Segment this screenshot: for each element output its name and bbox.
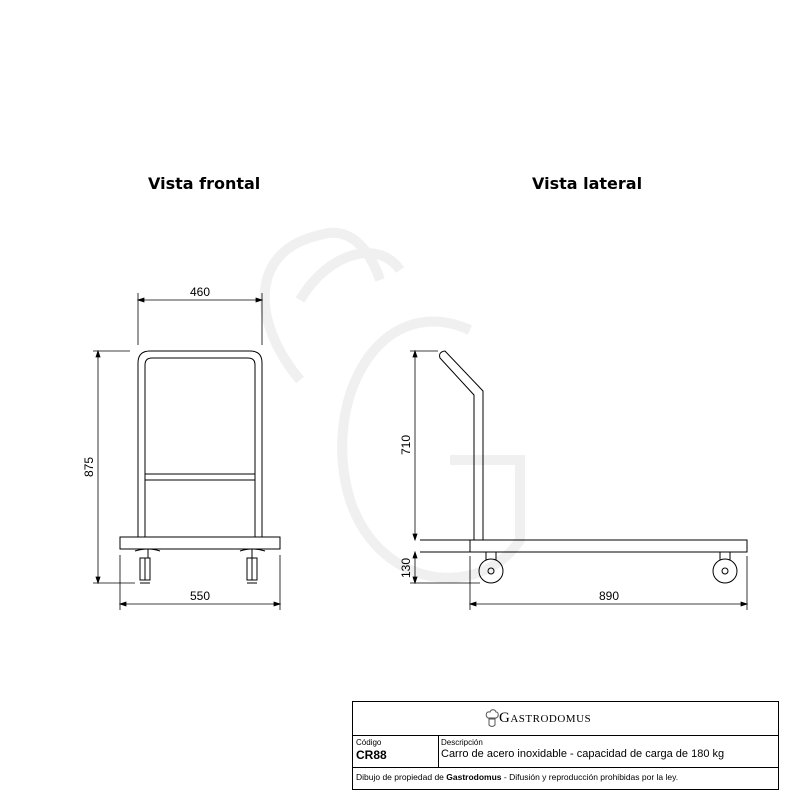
- dim-side-base-height: 130: [399, 557, 413, 579]
- description-value: Carro de acero inoxidable - capacidad de carga de 180 kg: [441, 748, 725, 760]
- front-view-title: Vista frontal: [148, 174, 261, 193]
- title-block-info-row: [353, 736, 778, 768]
- dim-side-handle-height: 710: [399, 434, 413, 456]
- front-handle-outer: [138, 351, 262, 537]
- footer-prefix: Dibujo de propiedad de: [356, 772, 444, 782]
- code-cell: [353, 736, 439, 767]
- front-deck: [120, 537, 280, 549]
- brand-logo: [485, 708, 591, 728]
- side-wheel-right: [713, 552, 737, 583]
- title-block-header: [353, 702, 778, 736]
- description-label: Descripción: [441, 738, 483, 747]
- brand-name: Gastrodomus: [499, 710, 592, 726]
- footer-suffix: - Difusión y reproducción prohibidas por la ley.: [503, 772, 679, 782]
- front-view: [120, 351, 280, 583]
- watermark-logo: [265, 233, 520, 578]
- front-wheel-left: [135, 549, 160, 583]
- dim-front-height: 875: [82, 456, 96, 478]
- side-handle: [440, 351, 483, 540]
- code-label: Código: [356, 738, 382, 747]
- front-crossbar: [145, 474, 255, 480]
- description-cell: [439, 736, 778, 771]
- front-wheel-right: [240, 549, 265, 583]
- front-handle-inner: [145, 358, 255, 537]
- chef-hat-icon: [485, 708, 499, 728]
- dim-side-length: 890: [598, 589, 620, 603]
- side-dimensions: [410, 351, 747, 610]
- footer-brand: Gastrodomus: [446, 772, 502, 782]
- side-view: [420, 351, 747, 583]
- dim-front-width-top: 460: [189, 285, 211, 299]
- side-view-title: Vista lateral: [532, 174, 643, 193]
- code-value: CR88: [356, 748, 387, 762]
- dim-front-width-base: 550: [189, 589, 211, 603]
- title-block: [352, 701, 779, 790]
